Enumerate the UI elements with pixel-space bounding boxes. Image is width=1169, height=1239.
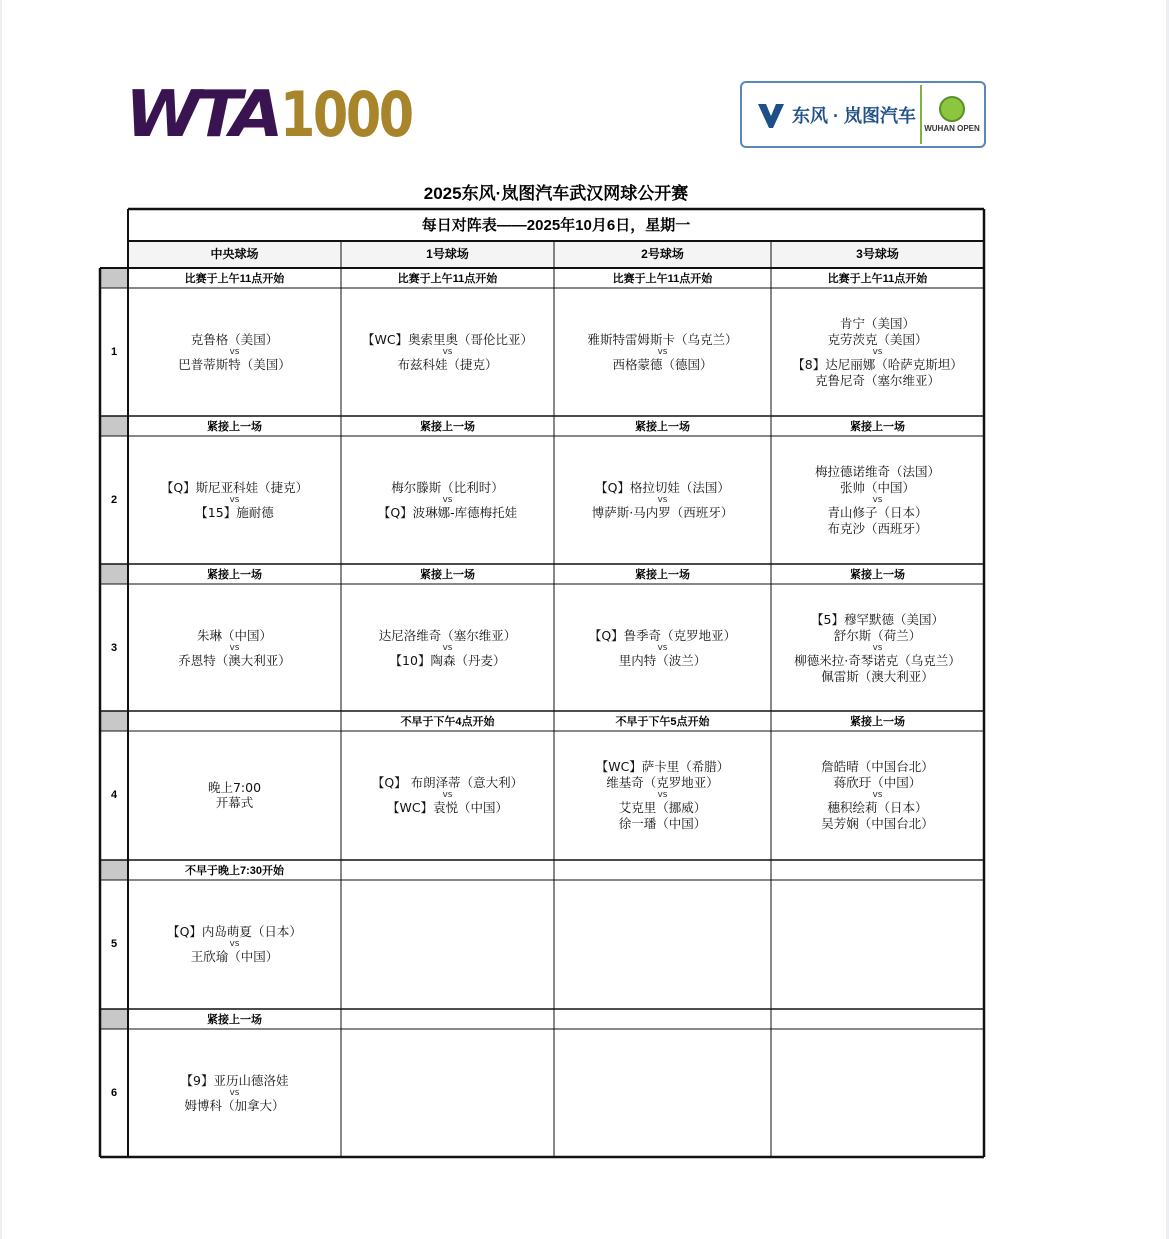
start-time-text: 紧接上一场 (850, 569, 905, 581)
match-number-text: 5 (110, 938, 118, 950)
player-name: 梅拉德诺维奇（法国） (814, 464, 940, 479)
player-name: 巴普蒂斯特（美国） (178, 357, 291, 372)
start-time-text: 比赛于上午11点开始 (184, 273, 285, 285)
player-name: 克鲁尼奇（塞尔维亚） (814, 372, 940, 388)
player-name: 【Q】斯尼亚科娃（捷克） (160, 479, 309, 495)
start-time-text: 不早于下午5点开始 (615, 716, 710, 728)
player-name: 肯宁（美国） (839, 316, 915, 331)
player-name: 里内特（波兰） (618, 653, 707, 668)
player-name: 【8】达尼丽娜（哈萨克斯坦） (792, 357, 963, 372)
player-name: 晚上7:00 (207, 779, 262, 795)
player-name: 维基奇（克罗地亚） (606, 774, 719, 790)
player-name: 【5】穆罕默德（美国） (811, 612, 944, 627)
player-name: 克鲁格（美国） (190, 331, 279, 347)
player-name: 吴芳娴（中国台北） (821, 815, 934, 831)
start-time-text: 比赛于上午11点开始 (397, 273, 498, 285)
player-name: 【Q】格拉切娃（法国） (595, 479, 730, 495)
player-name: 西格蒙德（德国） (612, 357, 713, 372)
start-time-text: 紧接上一场 (850, 421, 905, 433)
court-name: 1号球场 (426, 247, 469, 261)
schedule-subtitle-text: 每日对阵表——2025年10月6日，星期一 (421, 216, 691, 234)
versus-label: vs (442, 495, 453, 505)
start-time-text: 紧接上一场 (207, 421, 262, 433)
player-name: 王欣瑜（中国） (190, 949, 279, 964)
player-name: 蒋欣玗（中国） (833, 774, 922, 790)
court-name: 3号球场 (856, 247, 899, 261)
versus-label: vs (872, 643, 883, 653)
player-name: 穗积绘莉（日本） (827, 800, 928, 815)
versus-label: vs (657, 495, 668, 505)
versus-label: vs (442, 347, 453, 357)
player-name: 【Q】鲁季奇（克罗地亚） (588, 627, 737, 643)
wta-logo-text: WTA (125, 78, 278, 152)
start-time-text: 紧接上一场 (635, 421, 690, 433)
tournament-title: 2025东风·岚图汽车武汉网球公开赛 (423, 184, 689, 203)
player-name: 克劳茨克（美国） (827, 331, 928, 347)
versus-label: vs (442, 790, 453, 800)
start-time-text: 紧接上一场 (635, 569, 690, 581)
player-name: 梅尔滕斯（比利时） (391, 479, 504, 495)
versus-label: vs (442, 643, 453, 653)
player-name: 舒尔斯（荷兰） (833, 627, 922, 643)
player-name: 达尼洛维奇（塞尔维亚） (378, 627, 517, 643)
player-name: 布克沙（西班牙） (827, 520, 928, 536)
player-name: 开幕式 (215, 795, 254, 810)
versus-label: vs (229, 643, 240, 653)
start-time-text: 紧接上一场 (420, 569, 475, 581)
versus-label: vs (657, 643, 668, 653)
wuhan-open-text: WUHAN OPEN (924, 124, 980, 133)
versus-label: vs (872, 495, 883, 505)
player-name: 布兹科娃（捷克） (397, 357, 498, 372)
player-name: 佩雷斯（澳大利亚） (821, 668, 934, 684)
match-number-text: 4 (110, 789, 118, 801)
player-name: 艾克里（挪威） (618, 800, 707, 815)
start-time-text: 不早于晚上7:30开始 (184, 865, 284, 877)
sponsor-name: 东风 · 岚图汽车 (792, 105, 916, 126)
versus-label: vs (872, 790, 883, 800)
player-name: 【15】施耐德 (195, 505, 274, 520)
player-name: 【WC】萨卡里（希腊） (595, 759, 730, 774)
start-time-text: 紧接上一场 (207, 1014, 262, 1026)
player-name: 【WC】奥索里奥（哥伦比亚） (361, 331, 534, 347)
match-number-text: 2 (110, 494, 118, 506)
wta-logo-number: 1000 (279, 78, 412, 151)
player-name: 徐一璠（中国） (618, 815, 707, 831)
player-name: 【WC】袁悦（中国） (386, 800, 509, 815)
player-name: 詹皓晴（中国台北） (821, 759, 934, 774)
court-name: 中央球场 (210, 247, 259, 261)
match-number-text: 3 (110, 642, 118, 654)
player-name: 乔恩特（澳大利亚） (178, 653, 291, 668)
match-number-text: 1 (110, 346, 118, 358)
start-time-text: 紧接上一场 (420, 421, 475, 433)
player-name: 青山修子（日本） (827, 505, 928, 520)
start-time-text: 比赛于上午11点开始 (612, 273, 713, 285)
versus-label: vs (229, 939, 240, 949)
court-name: 2号球场 (641, 247, 684, 261)
match-number-text: 6 (110, 1087, 118, 1099)
start-time-text: 紧接上一场 (850, 716, 905, 728)
player-name: 【Q】内岛萌夏（日本） (167, 923, 302, 939)
player-name: 雅斯特雷姆斯卡（乌克兰） (587, 331, 738, 347)
player-name: 姆博科（加拿大） (184, 1098, 285, 1113)
player-name: 朱琳（中国） (196, 627, 272, 643)
versus-label: vs (229, 347, 240, 357)
versus-label: vs (657, 347, 668, 357)
player-name: 柳德米拉·奇琴诺克（乌克兰） (794, 653, 961, 668)
start-time-text: 比赛于上午11点开始 (827, 273, 928, 285)
versus-label: vs (657, 790, 668, 800)
player-name: 博萨斯·马内罗（西班牙） (591, 505, 734, 520)
player-name: 【Q】波琳娜-库德梅托娃 (377, 505, 518, 520)
start-time-text: 紧接上一场 (207, 569, 262, 581)
versus-label: vs (229, 1088, 240, 1098)
versus-label: vs (229, 495, 240, 505)
versus-label: vs (872, 347, 883, 357)
player-name: 【9】亚历山德洛娃 (180, 1072, 289, 1088)
start-time-text: 不早于下午4点开始 (400, 716, 495, 728)
player-name: 张帅（中国） (839, 479, 915, 495)
player-name: 【10】陶森（丹麦） (389, 653, 506, 668)
player-name: 【Q】 布朗泽蒂（意大利） (371, 774, 524, 790)
